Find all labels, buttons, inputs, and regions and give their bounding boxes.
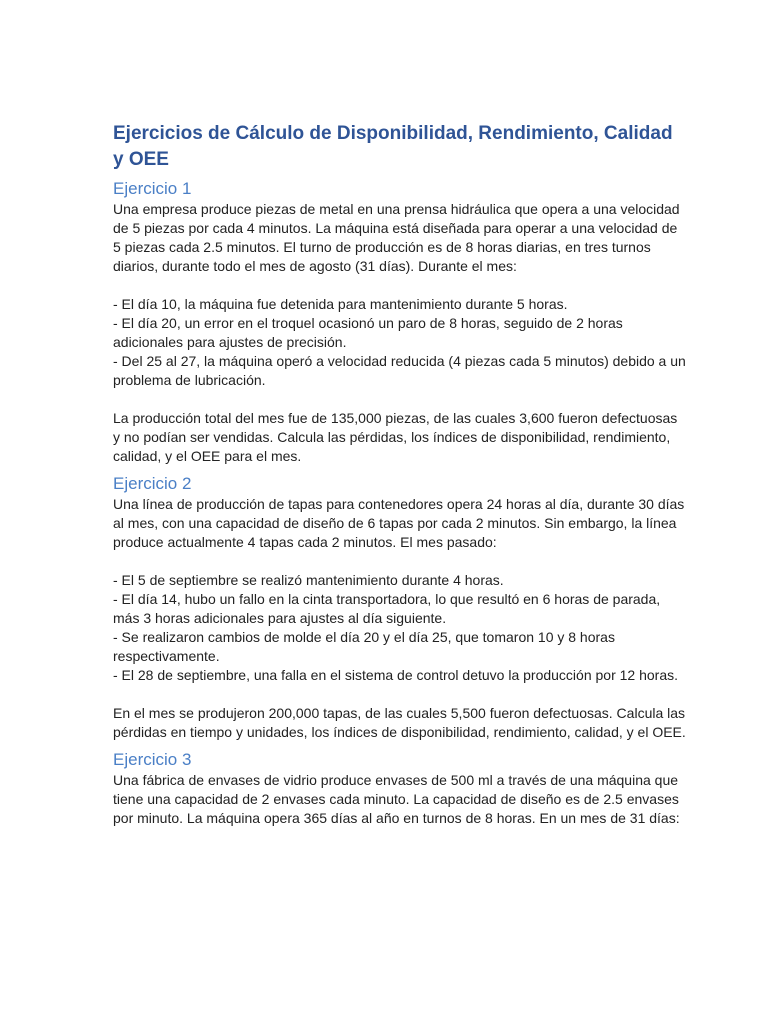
ejercicio-2-bullet: - El 28 de septiembre, una falla en el sistema de control detuvo la producción por 12 horas. (113, 667, 678, 683)
ejercicio-2-bullet: - El día 14, hubo un fallo en la cinta transportadora, lo que resultó en 6 horas de parada, más 3 horas adicionales para ajustes al día siguiente. (113, 591, 661, 626)
ejercicio-2-heading: Ejercicio 2 (113, 474, 192, 493)
ejercicio-2-intro: Una línea de producción de tapas para contenedores opera 24 horas al día, durante 30 días al mes, con una capacidad de diseño de 6 tapas por cada 2 minutos. Sin embargo, la línea produce actualmente 4 tapas cada 2 minutos. El mes pasado: (113, 496, 689, 550)
ejercicio-3-intro: Una fábrica de envases de vidrio produce envases de 500 ml a través de una máquina que tiene una capacidad de 2 envases cada minuto. La capacidad de diseño es de 2.5 envases por minuto. La máquina opera 365 días al año en turnos de 8 horas. En un mes de 31 días: (113, 772, 683, 826)
ejercicio-1-bullet: - El día 20, un error en el troquel ocasionó un paro de 8 horas, seguido de 2 horas adicionales para ajustes de precisión. (113, 315, 623, 350)
ejercicio-1-bullet: - Del 25 al 27, la máquina operó a velocidad reducida (4 piezas cada 5 minutos) debido a un problema de lubricación. (113, 353, 686, 388)
ejercicio-2-bullet: - El 5 de septiembre se realizó mantenimiento durante 4 horas. (113, 572, 504, 588)
ejercicio-1-section (113, 178, 688, 466)
ejercicio-2-section (113, 473, 688, 742)
ejercicio-1-intro: Una empresa produce piezas de metal en una prensa hidráulica que opera a una velocidad de 5 piezas por cada 4 minutos. La máquina está diseñada para operar a una velocidad de 5 piezas cada 2.5 minutos. El turno de producción es de 8 horas diarias, en tres turnos diarios, durante todo el mes de agosto (31 días). Durante el mes: (113, 201, 684, 274)
document-title: Ejercicios de Cálculo de Disponibilidad, Rendimiento, Calidad y OEE (113, 123, 673, 170)
ejercicio-3-section (113, 749, 688, 828)
ejercicio-1-bullet: - El día 10, la máquina fue detenida para mantenimiento durante 5 horas. (113, 296, 568, 312)
ejercicio-1-closing: La producción total del mes fue de 135,000 piezas, de las cuales 3,600 fueron defectuosas y no podían ser vendidas. Calcula las pérdidas, los índices de disponibilidad, rendimiento, calidad, y el OEE para el mes. (113, 410, 682, 464)
ejercicio-1-heading: Ejercicio 1 (113, 179, 192, 198)
ejercicio-3-heading: Ejercicio 3 (113, 750, 192, 769)
ejercicio-2-closing: En el mes se produjeron 200,000 tapas, de las cuales 5,500 fueron defectuosas. Calcula las pérdidas en tiempo y unidades, los índices de disponibilidad, rendimiento, calidad, y el OEE. (113, 705, 689, 740)
ejercicio-2-bullet: - Se realizaron cambios de molde el día 20 y el día 25, que tomaron 10 y 8 horas respectivamente. (113, 629, 615, 664)
